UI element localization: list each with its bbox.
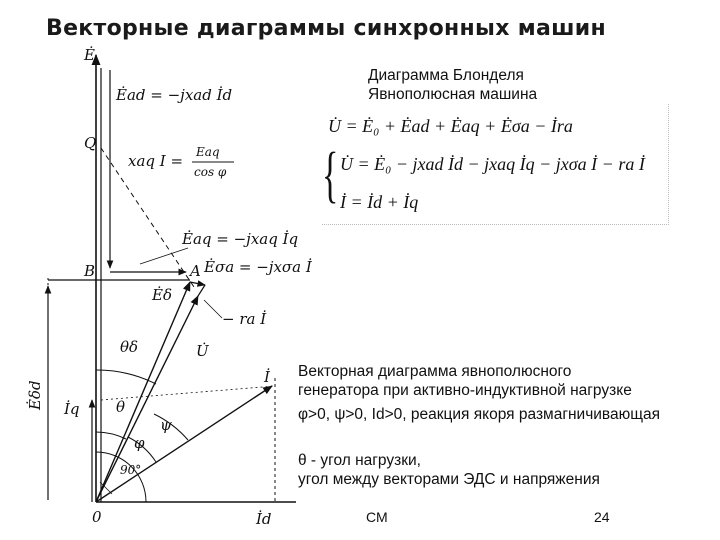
- edelta-vector: [96, 282, 190, 502]
- label-ead: Ėad = −jxad İd: [116, 86, 233, 104]
- label-psi: ψ: [160, 416, 172, 434]
- label-xaqi: xaq I =: [128, 152, 184, 170]
- diagram-type-line2: Явнополюсная машина: [368, 86, 538, 103]
- label-edelta: Ėδ: [152, 286, 172, 304]
- system-brace: {: [322, 141, 339, 209]
- slide-title: Векторные диаграммы синхронных машин: [46, 16, 607, 41]
- label-theta-delta: θδ: [120, 338, 139, 356]
- label-rai: − ra İ: [222, 310, 267, 328]
- description-line2: генератора при активно-индуктивной нагрузке: [298, 382, 632, 399]
- label-iq: İq: [64, 400, 80, 418]
- theta-definition-line2: угол между векторами ЭДС и напряжения: [298, 471, 600, 488]
- description-line1: Векторная диаграмма явнополюсного: [298, 363, 572, 380]
- page-number: 24: [594, 509, 610, 525]
- label-90deg: 90°: [120, 463, 142, 477]
- equation-voltage-expanded: U̇ = Ė₀ − jxad İd − jxaq İq − jxσa İ − ra İ: [340, 154, 645, 174]
- iq-projection-line: [101, 386, 275, 400]
- diagram-type-line1: Диаграмма Блонделя: [368, 67, 524, 84]
- label-q: Q: [84, 134, 97, 152]
- equation-current: İ = İd + İq: [340, 192, 419, 212]
- label-esa: Ėσa = −jxσa İ: [204, 258, 312, 276]
- footer-label: СМ: [366, 509, 388, 525]
- label-id: İd: [256, 510, 272, 528]
- label-phi: φ: [134, 434, 145, 452]
- equation-voltage: U̇ = Ė₀ + Ėad + Ėaq + Ėσa − İra: [328, 116, 573, 136]
- label-theta: θ: [116, 398, 126, 416]
- rai-vector: [198, 285, 205, 296]
- description-line3: φ>0, ψ>0, Id>0, реакция якоря размагничивающая: [298, 406, 661, 423]
- rai-leader: [204, 300, 222, 318]
- theta-definition-line1: θ - угол нагрузки,: [298, 452, 421, 469]
- label-eaq: Ėaq = −jxaq İq: [182, 230, 299, 248]
- label-a: A: [190, 262, 201, 280]
- label-i: İ: [264, 368, 270, 386]
- ninety-deg-arc: [96, 452, 146, 502]
- label-frac-den: cos φ: [194, 165, 227, 179]
- label-u: U̇: [196, 342, 209, 360]
- label-b: B: [84, 262, 96, 280]
- label-origin: 0: [92, 508, 102, 526]
- label-frac-num: Eaq: [196, 145, 220, 159]
- label-e: Ė: [84, 46, 95, 64]
- eaq-leader: [140, 248, 188, 264]
- label-etd: Ėδd: [26, 380, 44, 410]
